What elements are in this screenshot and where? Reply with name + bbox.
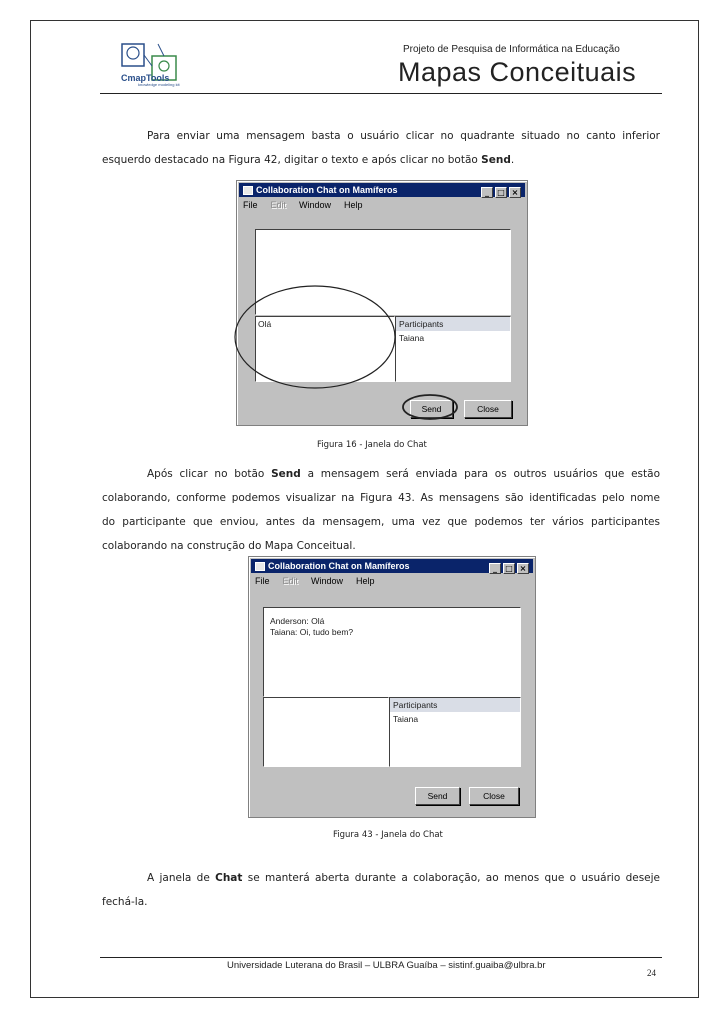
header-rule: [100, 93, 662, 94]
chat-window-2: [248, 556, 536, 818]
chat-message: Anderson: Olá: [270, 616, 325, 626]
window-controls: [489, 563, 529, 574]
paragraph-1: [102, 128, 660, 176]
menu-edit[interactable]: Edit: [270, 200, 287, 210]
text: se manterá aberta durante a colaboração, ao menos que o usuário deseje: [242, 872, 660, 884]
send-button[interactable]: Send: [410, 400, 453, 418]
menu-bar: [253, 574, 377, 588]
window-title: Collaboration Chat on Mamíferos: [256, 185, 398, 195]
message-input[interactable]: [255, 316, 395, 382]
window-title: Collaboration Chat on Mamíferos: [268, 561, 410, 571]
logo-subtext: knowledge modeling kit: [138, 82, 180, 87]
send-button[interactable]: Send: [415, 787, 460, 805]
menu-edit[interactable]: Edit: [282, 576, 299, 586]
minimize-button[interactable]: _: [481, 187, 493, 198]
bold-text: Send: [481, 154, 511, 166]
paragraph-2-line-2: colaborando, conforme podemos visualizar na Figura 43. As mensagens são identificadas pelo nome: [102, 492, 660, 504]
text: a mensagem será enviada para os outros usuários que estão: [300, 468, 660, 480]
window-titlebar: [239, 183, 525, 197]
chat-message: Taiana: Oi, tudo bem?: [270, 627, 354, 637]
maximize-button[interactable]: □: [495, 187, 507, 198]
participant-item[interactable]: Taiana: [393, 714, 419, 724]
menu-window[interactable]: Window: [311, 576, 344, 586]
menu-file[interactable]: File: [255, 576, 270, 586]
paragraph-2-line-4: colaborando na construção do Mapa Conceitual.: [102, 540, 356, 552]
message-input-text: Olá: [258, 319, 272, 329]
paragraph-1-line-2: [102, 152, 660, 176]
window-titlebar: [251, 559, 533, 573]
header-title: Mapas Conceituais: [398, 57, 637, 87]
paragraph-3-line-1: [102, 870, 660, 894]
paragraph-2-line-1: [102, 466, 660, 490]
maximize-button[interactable]: □: [503, 563, 515, 574]
app-icon: [243, 186, 253, 195]
bold-text: Send: [271, 468, 301, 480]
paragraph-3: [102, 870, 660, 918]
close-button[interactable]: Close: [469, 787, 519, 805]
paragraph-2: [102, 466, 660, 562]
chat-history[interactable]: [263, 607, 521, 697]
app-icon: [255, 562, 265, 571]
menu-bar: [241, 198, 365, 212]
paragraph-2-line-3: do participante que enviou, antes da mensagem, uma vez que podemos ter vários participantes: [102, 516, 660, 528]
participants-header: Participants: [396, 317, 510, 331]
header-project: Projeto de Pesquisa de Informática na Educação: [403, 44, 620, 55]
footer-text: Universidade Luterana do Brasil – ULBRA Guaíba – sistinf.guaiba@ulbra.br: [227, 960, 546, 971]
paragraph-3-line-2: fechá-la.: [102, 896, 148, 908]
chat-history[interactable]: [255, 229, 511, 315]
figure-caption-2: Figura 43 - Janela do Chat: [333, 830, 443, 840]
participants-list[interactable]: [395, 316, 511, 382]
page-number: 24: [647, 968, 656, 978]
message-input[interactable]: [263, 697, 389, 767]
footer-rule: [100, 957, 662, 958]
menu-help[interactable]: Help: [344, 200, 363, 210]
participants-header: Participants: [390, 698, 520, 712]
close-button[interactable]: Close: [464, 400, 512, 418]
chat-window-1: [236, 180, 528, 426]
paragraph-1-line-1: Para enviar uma mensagem basta o usuário clicar no quadrante situado no canto inferior: [147, 130, 660, 142]
text: Após clicar no botão: [147, 468, 272, 480]
text: .: [510, 154, 515, 166]
menu-help[interactable]: Help: [356, 576, 375, 586]
close-window-button[interactable]: ×: [517, 563, 529, 574]
close-window-button[interactable]: ×: [509, 187, 521, 198]
logo-text: CmapTools: [121, 73, 170, 83]
menu-window[interactable]: Window: [299, 200, 332, 210]
participants-list[interactable]: [389, 697, 521, 767]
text: A janela de: [147, 872, 216, 884]
text: esquerdo destacado na Figura 42, digitar o texto e após clicar no botão: [102, 154, 482, 166]
bold-text: Chat: [215, 872, 243, 884]
menu-file[interactable]: File: [243, 200, 258, 210]
participant-item[interactable]: Taiana: [399, 333, 425, 343]
figure-caption-1: Figura 16 - Janela do Chat: [317, 440, 427, 450]
minimize-button[interactable]: _: [489, 563, 501, 574]
window-controls: [481, 187, 521, 198]
